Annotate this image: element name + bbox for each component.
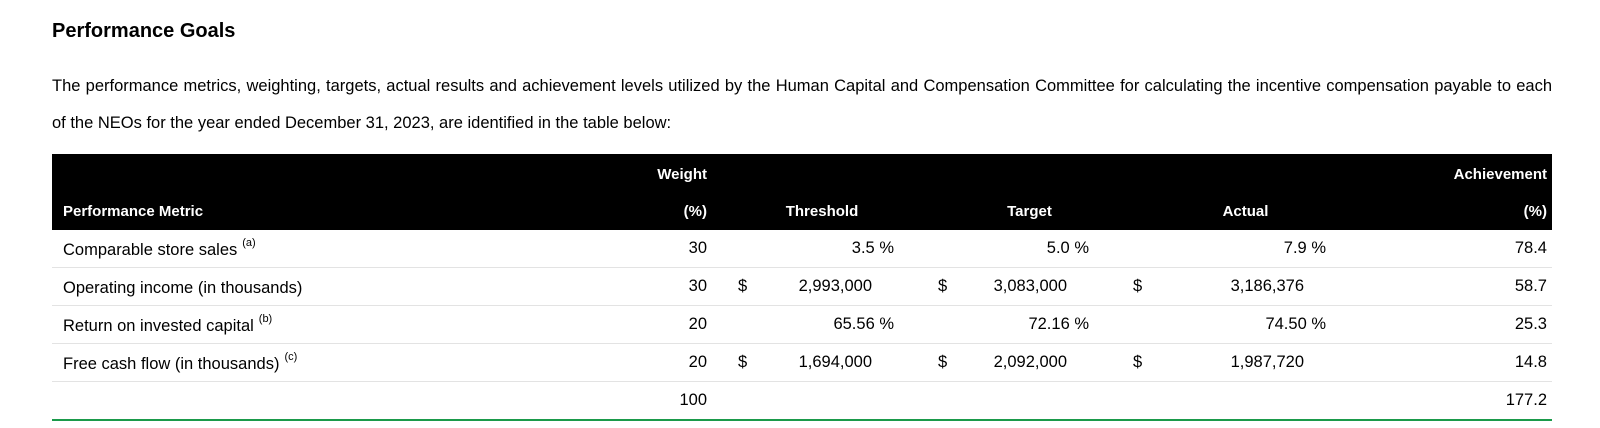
- target-cell: 5.0 %: [962, 230, 1107, 268]
- target-cell: 72.16 %: [962, 306, 1107, 344]
- header-weight-bottom: (%): [577, 192, 712, 230]
- header-achievement-bottom: (%): [1344, 192, 1552, 230]
- intro-paragraph: The performance metrics, weighting, targets, actual results and achievement levels utilized by the Human Capital and Compensation Committee for calculating the incentive compensation payable to each of the NEOs for the year ended December 31, 2023, are identified in the table below:: [52, 77, 1552, 132]
- header-weight-top: Weight: [577, 154, 712, 192]
- performance-goals-table: [52, 154, 1552, 421]
- header-row-bottom: [52, 192, 1552, 230]
- section-title: Performance Goals: [52, 20, 236, 42]
- achievement-cell: 14.8: [1344, 344, 1552, 382]
- total-achievement: 177.2: [1344, 382, 1552, 421]
- metric-cell: [52, 268, 577, 306]
- actual-cell: 74.50 %: [1172, 306, 1344, 344]
- currency-symbol: [712, 306, 765, 344]
- table-row: [52, 268, 1552, 306]
- header-cell-empty: [712, 154, 1344, 192]
- achievement-cell: 78.4: [1344, 230, 1552, 268]
- actual-cell: 1,987,720: [1172, 344, 1344, 382]
- header-row-top: [52, 154, 1552, 192]
- currency-symbol: [912, 230, 962, 268]
- currency-symbol: $: [912, 268, 962, 306]
- currency-symbol: $: [912, 344, 962, 382]
- header-achievement-top: Achievement: [1344, 154, 1552, 192]
- metric-label: Free cash flow (in thousands): [63, 355, 280, 373]
- actual-cell: 7.9 %: [1172, 230, 1344, 268]
- header-threshold: Threshold: [712, 192, 912, 230]
- target-cell: 2,092,000: [962, 344, 1107, 382]
- weight-cell: 30: [577, 268, 712, 306]
- total-weight: 100: [577, 382, 712, 421]
- threshold-cell: 1,694,000: [765, 344, 912, 382]
- metric-label: Comparable store sales: [63, 241, 238, 259]
- actual-cell: 3,186,376: [1172, 268, 1344, 306]
- total-label-empty: [52, 382, 577, 421]
- metric-cell: [52, 344, 577, 382]
- currency-symbol: $: [1107, 268, 1172, 306]
- currency-symbol: $: [1107, 344, 1172, 382]
- metric-cell: [52, 230, 577, 268]
- metric-cell: [52, 306, 577, 344]
- footnote-marker: (a): [242, 237, 256, 249]
- table-row: [52, 230, 1552, 268]
- threshold-cell: 65.56 %: [765, 306, 912, 344]
- metric-label: Operating income (in thousands): [63, 279, 303, 297]
- header-performance-metric: Performance Metric: [52, 192, 577, 230]
- header-actual: Actual: [1107, 192, 1344, 230]
- currency-symbol: [1107, 306, 1172, 344]
- currency-symbol: [712, 230, 765, 268]
- total-row: [52, 382, 1552, 421]
- threshold-cell: 2,993,000: [765, 268, 912, 306]
- achievement-cell: 58.7: [1344, 268, 1552, 306]
- header-target: Target: [912, 192, 1107, 230]
- header-cell-empty: [52, 154, 577, 192]
- weight-cell: 20: [577, 306, 712, 344]
- achievement-cell: 25.3: [1344, 306, 1552, 344]
- table-row: [52, 306, 1552, 344]
- currency-symbol: [1107, 230, 1172, 268]
- threshold-cell: 3.5 %: [765, 230, 912, 268]
- total-spacer: [712, 382, 1344, 421]
- currency-symbol: $: [712, 268, 765, 306]
- currency-symbol: [912, 306, 962, 344]
- weight-cell: 20: [577, 344, 712, 382]
- target-cell: 3,083,000: [962, 268, 1107, 306]
- weight-cell: 30: [577, 230, 712, 268]
- currency-symbol: $: [712, 344, 765, 382]
- table-row: [52, 344, 1552, 382]
- metric-label: Return on invested capital: [63, 317, 254, 335]
- footnote-marker: (b): [258, 313, 273, 325]
- footnote-marker: (c): [284, 351, 298, 363]
